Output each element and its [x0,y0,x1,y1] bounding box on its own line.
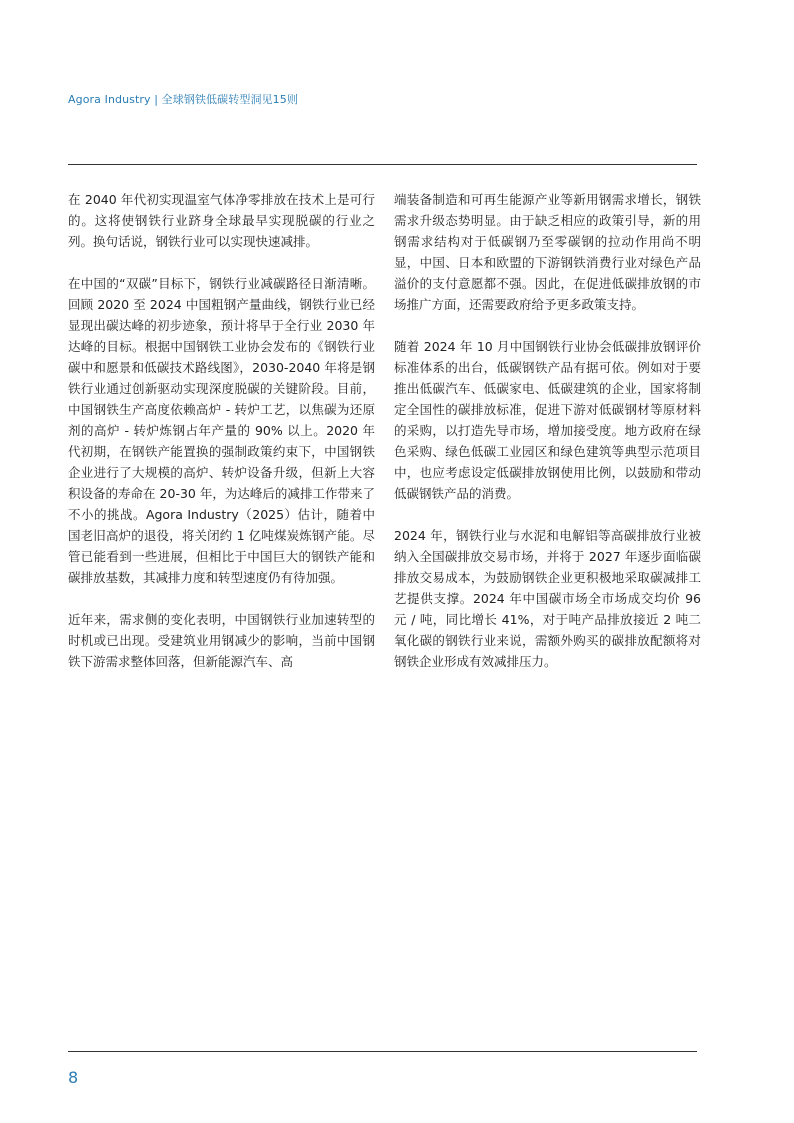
footer-divider [68,1051,697,1052]
left-column [68,189,375,693]
page-number: 8 [68,1068,79,1087]
paragraph: 在 2040 年代初实现温室气体净零排放在技术上是可行的。这将使钢铁行业跻身全球最早实现脱碳的行业之列。换句话说，钢铁行业可以实现快速减排。 [68,192,375,249]
header-divider [68,164,697,165]
right-column [394,189,701,693]
paragraph: 随着 2024 年 10 月中国钢铁行业协会低碳排放钢评价标准体系的出台，低碳钢铁产品有据可依。例如对于要推出低碳汽车、低碳家电、低碳建筑的企业，国家将制定全国性的碳排放标准，促进下游对低碳钢材等原材料的采购，以打造先导市场，增加接受度。地方政府在绿色采购、绿色低碳工业园区和绿色建筑等典型示范项目中，也应考虑设定低碳排放钢使用比例，以鼓励和带动低碳钢铁产品的消费。 [394,339,701,501]
paragraph: 2024 年，钢铁行业与水泥和电解铝等高碳排放行业被纳入全国碳排放交易市场，并将于 2027 年逐步面临碳排放交易成本，为鼓励钢铁企业更积极地采取碳减排工艺提供支撑。2024 年中国碳市场全市场成交均价 96 元 / 吨，同比增长 41%，对于吨产品排放接近 2 吨二氧化碳的钢铁行业来说，需额外购买的碳排放配额将对钢铁企业形成有效减排压力。 [394,528,701,669]
paragraph: 端装备制造和可再生能源产业等新用钢需求增长，钢铁需求升级态势明显。由于缺乏相应的政策引导，新的用钢需求结构对于低碳钢乃至零碳钢的拉动作用尚不明显，中国、日本和欧盟的下游钢铁消费行业对绿色产品溢价的支付意愿都不强。因此，在促进低碳排放钢的市场推广方面，还需要政府给予更多政策支持。 [394,192,701,312]
running-header: Agora Industry | 全球钢铁低碳转型洞见15则 [68,93,298,106]
paragraph: 近年来，需求侧的变化表明，中国钢铁行业加速转型的时机或已出现。受建筑业用钢减少的影响，当前中国钢铁下游需求整体回落，但新能源汽车、高 [68,612,375,669]
paragraph: 在中国的“双碳”目标下，钢铁行业减碳路径日渐清晰。回顾 2020 至 2024 中国粗钢产量曲线，钢铁行业已经显现出碳达峰的初步迹象，预计将早于全行业 2030 年达峰的目标。根据中国钢铁工业协会发布的《钢铁行业碳中和愿景和低碳技术路线图》，2030-2040 年将是钢铁行业通过创新驱动实现深度脱碳的关键阶段。目前，中国钢铁生产高度依赖高炉 - 转炉工艺，以焦碳为还原剂的高炉 - 转炉炼钢占年产量的 90% 以上。2020 年代初期，在钢铁产能置换的强制政策约束下，中国钢铁企业进行了大规模的高炉、转炉设备升级，但新上大容积设备的寿命在 20-30 年，为达峰后的减排工作带来了不小的挑战。Agora Industry（2025）估计，随着中国老旧高炉的退役，将关闭约 1 亿吨煤炭炼钢产能。尽管已能看到一些进展，但相比于中国巨大的钢铁产能和碳排放基数，其减排力度和转型速度仍有待加强。 [68,276,375,585]
